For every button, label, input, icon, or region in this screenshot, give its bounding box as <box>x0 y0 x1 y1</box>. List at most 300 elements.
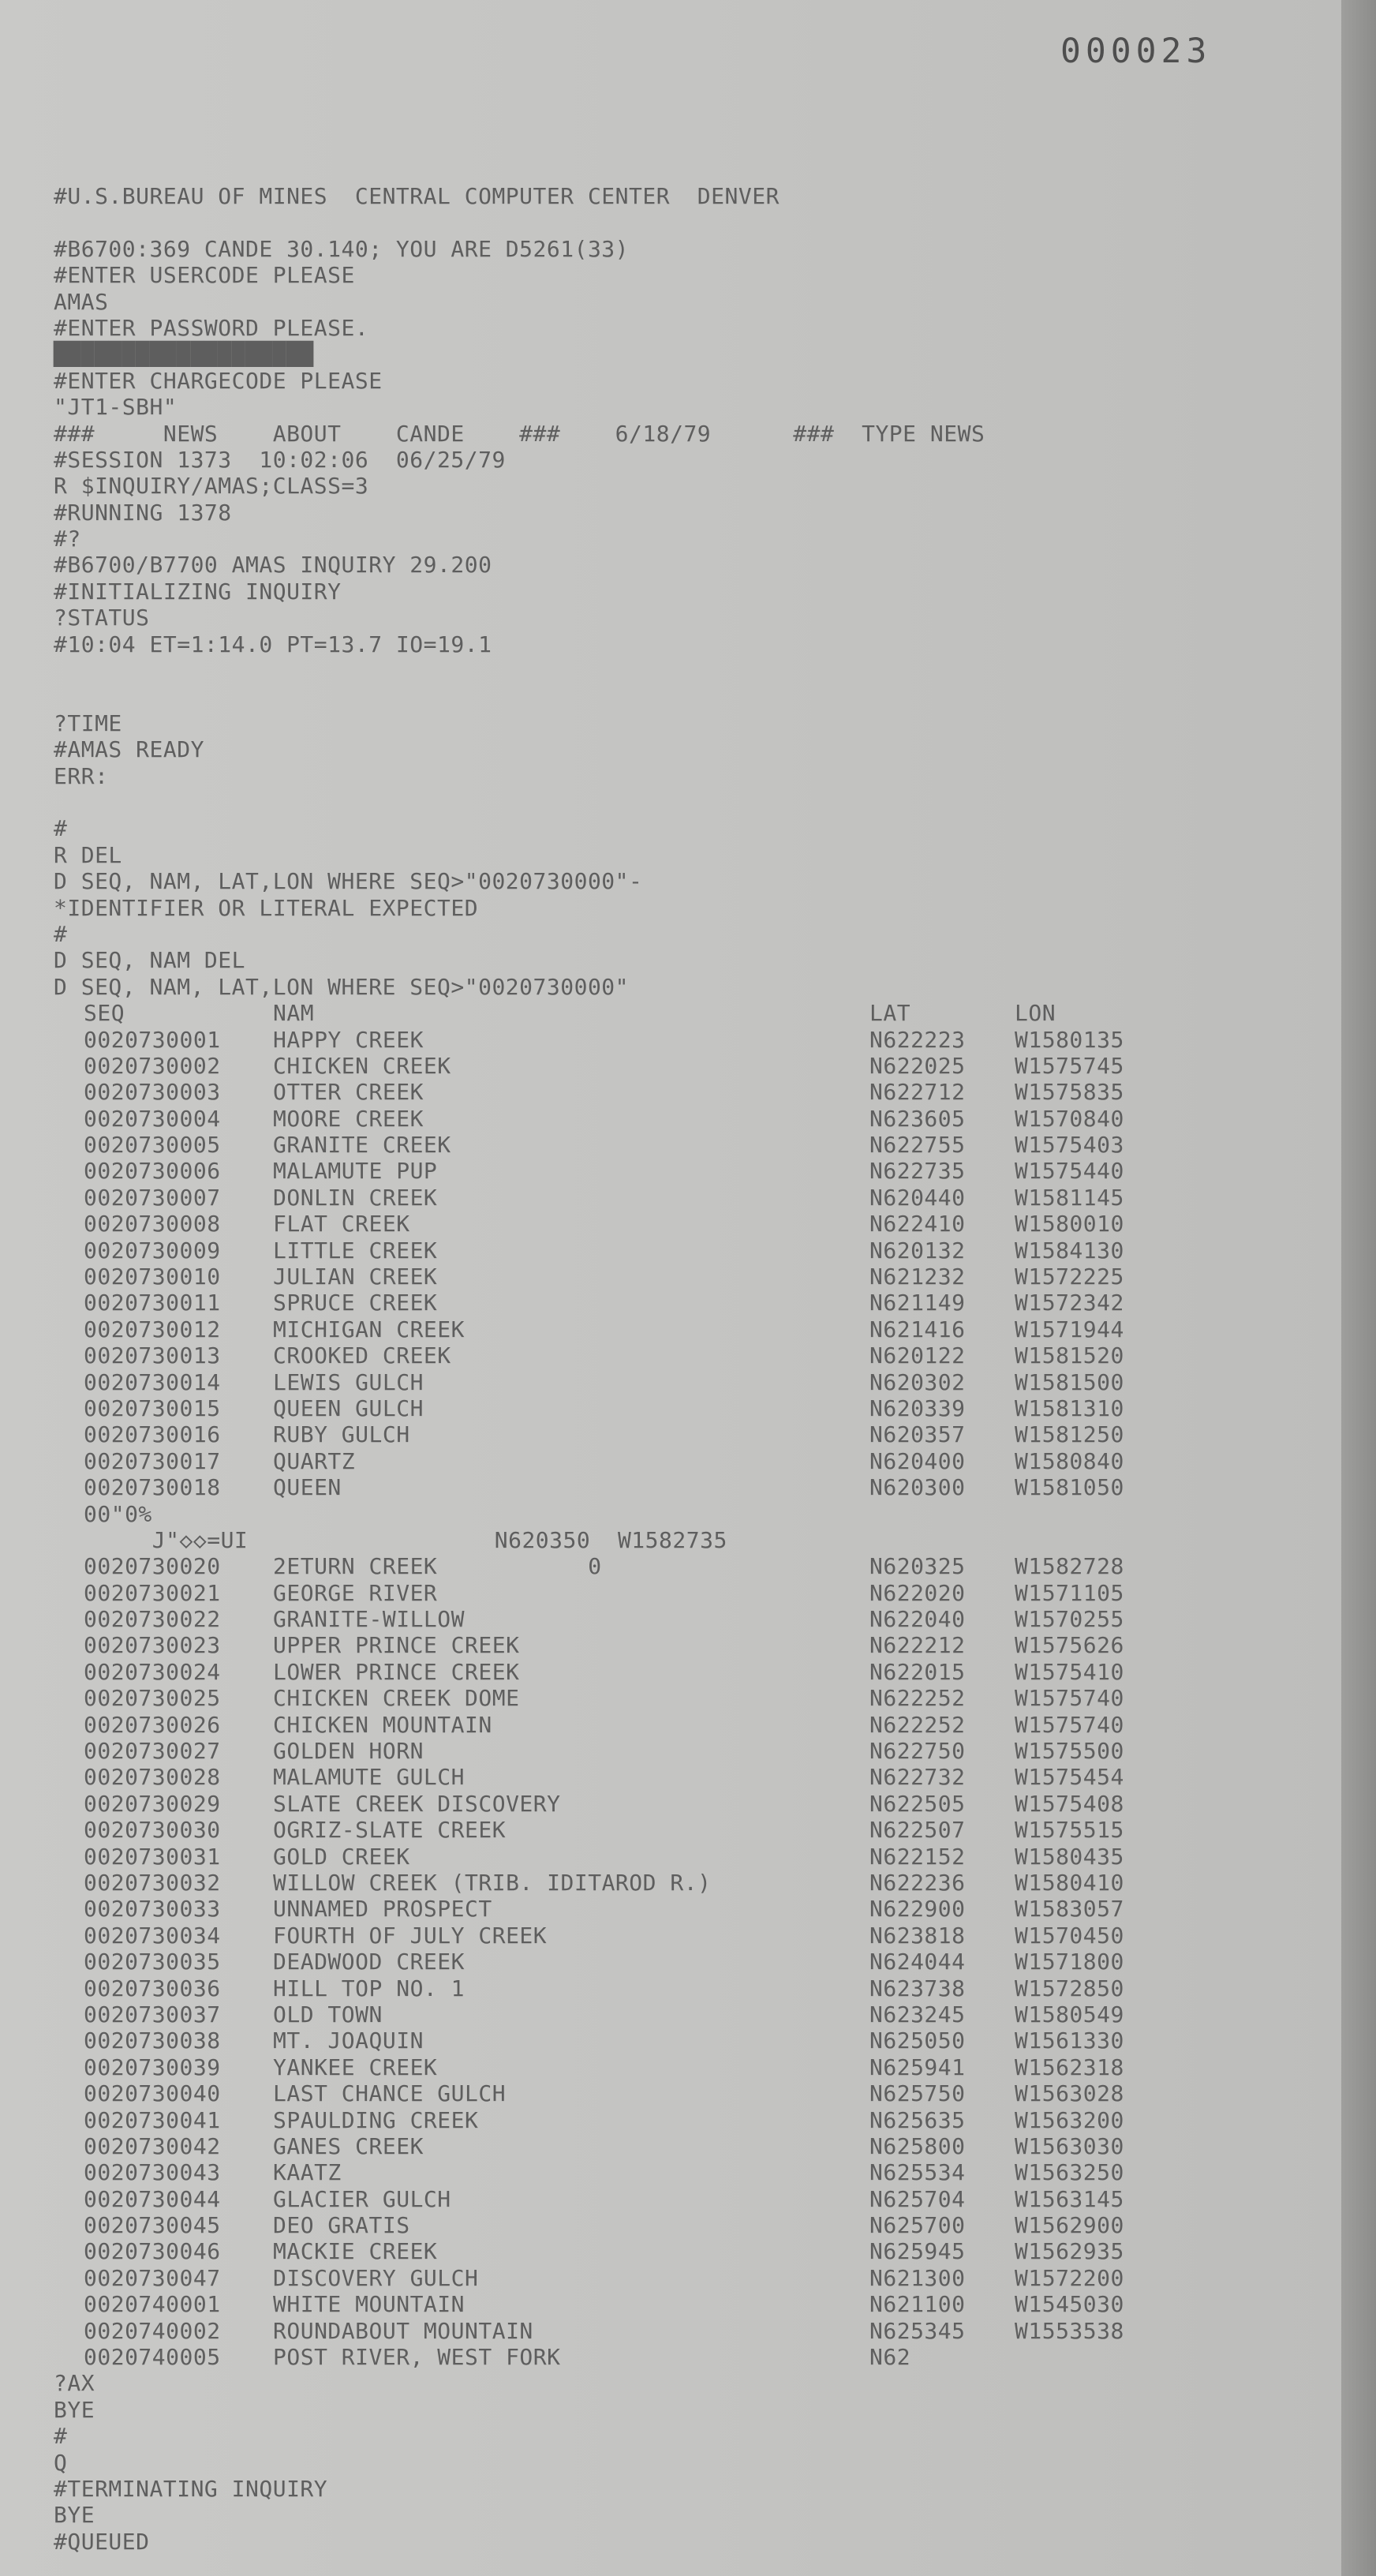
cell-lon: W1563200 <box>1015 2106 1124 2133</box>
cell-seq: 0020730040 <box>84 2080 221 2107</box>
cell-nam: OTTER CREEK <box>273 1079 424 1106</box>
cell-lat: N625050 <box>869 2027 966 2054</box>
cell-lat: N623245 <box>869 2001 966 2027</box>
table-row <box>54 1211 1284 1237</box>
cell-seq: 0020730036 <box>84 1975 221 2001</box>
cell-nam: MT. JOAQUIN <box>273 2027 424 2054</box>
table-row <box>54 1632 1284 1658</box>
cell-lat: N622750 <box>869 1738 966 1765</box>
cell-lat: N622755 <box>869 1132 966 1159</box>
cell-lon: W1575454 <box>1015 1764 1124 1791</box>
cell-seq: 0020730014 <box>84 1368 221 1395</box>
closing-block <box>54 2370 1284 2555</box>
cell-nam: KAATZ <box>273 2159 342 2186</box>
cell-lat: N622712 <box>869 1079 966 1106</box>
cell-nam: UNNAMED PROSPECT <box>273 1896 492 1923</box>
cell-lon: W1575745 <box>1015 1052 1124 1079</box>
cell-lat: N622410 <box>869 1211 966 1237</box>
cell-nam: LITTLE CREEK <box>273 1237 438 1264</box>
cell-nam: GOLDEN HORN <box>273 1738 424 1765</box>
cell-seq: 0020730004 <box>84 1105 221 1132</box>
cell-lon: W1575410 <box>1015 1658 1124 1685</box>
cell-lat: N621300 <box>869 2264 966 2291</box>
cell-seq: 0020730032 <box>84 1870 221 1896</box>
cell-seq: 0020730010 <box>84 1264 221 1290</box>
spacer <box>54 683 1284 710</box>
table-row <box>54 2318 1284 2344</box>
cell-lon: W1575835 <box>1015 1079 1124 1106</box>
cell-nam: GRANITE-WILLOW <box>273 1606 466 1633</box>
cell-lat: N622040 <box>869 1606 966 1633</box>
cell-nam: YANKEE CREEK <box>273 2054 438 2080</box>
cell-nam: SPRUCE CREEK <box>273 1290 438 1316</box>
cell-lat: N622252 <box>869 1711 966 1738</box>
cell-seq: 0020730007 <box>84 1184 221 1211</box>
cell-lat: N622732 <box>869 1764 966 1791</box>
session-line: #ENTER PASSWORD PLEASE. <box>54 314 369 341</box>
closing-line: BYE <box>54 2396 95 2423</box>
cell-lat: N624044 <box>869 1949 966 1975</box>
cell-lat: N625941 <box>869 2054 966 2080</box>
table-row <box>54 1738 1284 1764</box>
cell-nam: MICHIGAN CREEK <box>273 1316 466 1342</box>
table-row <box>54 1685 1284 1711</box>
cell-nam: CHICKEN MOUNTAIN <box>273 1711 492 1738</box>
closing-line: Q <box>54 2449 68 2476</box>
table-row <box>54 1079 1284 1105</box>
cell-lat: N622020 <box>869 1579 966 1606</box>
cell-nam: HILL TOP NO. 1 <box>273 1975 466 2001</box>
session-line: #RUNNING 1378 <box>54 499 232 526</box>
table-row <box>54 2212 1284 2238</box>
terminal-log <box>54 183 1284 2555</box>
session-line: #? <box>54 526 81 552</box>
cell-lon: W1563030 <box>1015 2132 1124 2159</box>
cell-lat: N622025 <box>869 1052 966 1079</box>
table-row <box>54 1448 1284 1474</box>
cell-lon: W1571800 <box>1015 1949 1124 1975</box>
query-line: R DEL <box>54 841 122 868</box>
cell-nam: FLAT CREEK <box>273 1211 410 1237</box>
session-line: AMAS <box>54 288 109 315</box>
cell-lon: W1581310 <box>1015 1395 1124 1421</box>
cell-seq: 0020730012 <box>84 1316 221 1342</box>
cell-nam: QUEEN <box>273 1474 342 1501</box>
session-line: "JT1-SBH" <box>54 394 178 421</box>
cell-lat: N62 <box>869 2344 911 2371</box>
cell-lat: N622505 <box>869 1790 966 1817</box>
cell-lon: W1572200 <box>1015 2264 1124 2291</box>
cell-nam: LAST CHANCE GULCH <box>273 2080 507 2107</box>
cell-nam: GOLD CREEK <box>273 1843 410 1870</box>
cell-lon: W1575408 <box>1015 1790 1124 1817</box>
cell-lon: W1572850 <box>1015 1975 1124 2001</box>
closing-line: BYE <box>54 2502 95 2529</box>
cell-nam: WHITE MOUNTAIN <box>273 2291 466 2318</box>
cell-seq: 0020730022 <box>84 1606 221 1633</box>
query-line: D SEQ, NAM, LAT,LON WHERE SEQ>"0020730000" <box>54 973 630 1000</box>
session-line: #10:04 ET=1:14.0 PT=13.7 IO=19.1 <box>54 631 492 657</box>
cell-nam: DISCOVERY GULCH <box>273 2264 479 2291</box>
cell-nam: POST RIVER, WEST FORK <box>273 2344 561 2371</box>
table-row <box>54 1027 1284 1053</box>
session-line: #B6700:369 CANDE 30.140; YOU ARE D5261(33) <box>54 235 630 262</box>
cell-nam: MOORE CREEK <box>273 1105 424 1132</box>
cell-lon: W1581250 <box>1015 1421 1124 1448</box>
cell-lon: W1563250 <box>1015 2159 1124 2186</box>
table-row <box>54 1106 1284 1132</box>
cell-seq: 0020730003 <box>84 1079 221 1106</box>
table-row <box>54 2001 1284 2027</box>
table-header-row <box>54 1000 1284 1026</box>
header-seq: SEQ <box>84 1000 125 1027</box>
query-line: # <box>54 920 68 947</box>
cell-lon: W1581145 <box>1015 1184 1124 1211</box>
cell-seq: 0020730030 <box>84 1817 221 1844</box>
cell-lat: N623818 <box>869 1922 966 1949</box>
cell-nam: CHICKEN CREEK <box>273 1052 451 1079</box>
session-line: ### NEWS ABOUT CANDE ### 6/18/79 ### TYPE NEWS <box>54 420 985 447</box>
table-row <box>54 2133 1284 2159</box>
cell-seq: 0020730008 <box>84 1211 221 1237</box>
cell-lon: W1572225 <box>1015 1264 1124 1290</box>
cell-lat: N625704 <box>869 2185 966 2212</box>
cell-lon: W1570840 <box>1015 1105 1124 1132</box>
cell-lat: N621232 <box>869 1264 966 1290</box>
cell-lat: N620400 <box>869 1447 966 1474</box>
query-line: # <box>54 815 68 842</box>
table-row <box>54 2265 1284 2291</box>
closing-line: #TERMINATING INQUIRY <box>54 2475 328 2502</box>
cell-nam: ROUNDABOUT MOUNTAIN <box>273 2317 533 2344</box>
cell-seq: 0020730044 <box>84 2185 221 2212</box>
cell-lon: W1581520 <box>1015 1342 1124 1369</box>
cell-lon: W1572342 <box>1015 1290 1124 1316</box>
cell-lon: W1571105 <box>1015 1579 1124 1606</box>
cell-nam: DONLIN CREEK <box>273 1184 438 1211</box>
page-number: 000023 <box>1060 32 1212 71</box>
query-block <box>54 815 1284 1000</box>
cell-nam: GLACIER GULCH <box>273 2185 451 2212</box>
table-row <box>54 1553 1284 1579</box>
cell-seq: 0020730029 <box>84 1790 221 1817</box>
cell-lat: N622223 <box>869 1026 966 1053</box>
cell-seq: 0020730035 <box>84 1949 221 1975</box>
closing-line: ?AX <box>54 2370 95 2397</box>
cell-lat: N625345 <box>869 2317 966 2344</box>
cell-seq: 0020730024 <box>84 1658 221 1685</box>
spacer <box>54 209 1284 235</box>
header-lat: LAT <box>869 1000 911 1027</box>
cell-seq: 0020730045 <box>84 2212 221 2239</box>
cell-lat: N620132 <box>869 1237 966 1264</box>
cell-lat: N621100 <box>869 2291 966 2318</box>
cell-seq: 0020730021 <box>84 1579 221 1606</box>
cell-lat: N625945 <box>869 2238 966 2265</box>
cell-seq: 0020730042 <box>84 2132 221 2159</box>
cell-lat: N620302 <box>869 1368 966 1395</box>
table-row <box>54 1791 1284 1817</box>
cell-lat: N620325 <box>869 1553 966 1580</box>
cell-seq: 0020730016 <box>84 1421 221 1448</box>
ready-block <box>54 710 1284 789</box>
table-row <box>54 1395 1284 1421</box>
cell-seq: 0020730047 <box>84 2264 221 2291</box>
cell-lat: N625700 <box>869 2212 966 2239</box>
table-row <box>54 1923 1284 1949</box>
closing-line: #QUEUED <box>54 2528 150 2555</box>
session-line: #SESSION 1373 10:02:06 06/25/79 <box>54 446 506 473</box>
cell-lon: W1582728 <box>1015 1553 1124 1580</box>
cell-lat: N620300 <box>869 1474 966 1501</box>
session-line: #INITIALIZING INQUIRY <box>54 578 342 605</box>
table-row <box>54 1474 1284 1500</box>
cell-lon: W1570450 <box>1015 1922 1124 1949</box>
table-row <box>54 1132 1284 1158</box>
spacer <box>54 657 1284 683</box>
cell-nam: QUEEN GULCH <box>273 1395 424 1421</box>
cell-lon: W1580410 <box>1015 1870 1124 1896</box>
spacer <box>54 789 1284 815</box>
cell-lon: W1575440 <box>1015 1158 1124 1185</box>
cell-lat: N625750 <box>869 2080 966 2107</box>
cell-lon: W1575403 <box>1015 1132 1124 1159</box>
cell-lat: N622015 <box>869 1658 966 1685</box>
cell-nam: QUARTZ <box>273 1447 356 1474</box>
cell-lat: N625800 <box>869 2132 966 2159</box>
results-table <box>54 1000 1284 2370</box>
cell-lat: N620440 <box>869 1184 966 1211</box>
cell-nam: LEWIS GULCH <box>273 1368 424 1395</box>
cell-seq: 0020740001 <box>84 2291 221 2318</box>
garbled-line: 00"0% <box>84 1500 152 1527</box>
session-line: #ENTER CHARGECODE PLEASE <box>54 367 383 394</box>
cell-lat: N622212 <box>869 1632 966 1659</box>
cell-seq: 0020730011 <box>84 1290 221 1316</box>
cell-seq: 0020730006 <box>84 1158 221 1185</box>
table-row <box>54 2027 1284 2054</box>
table-row <box>54 1185 1284 1211</box>
query-line: D SEQ, NAM DEL <box>54 947 246 974</box>
cell-lat: N620357 <box>869 1421 966 1448</box>
cell-nam: SLATE CREEK DISCOVERY <box>273 1790 561 1817</box>
cell-seq: 0020730033 <box>84 1896 221 1923</box>
cell-lat: N622152 <box>869 1843 966 1870</box>
cell-nam: UPPER PRINCE CREEK <box>273 1632 520 1659</box>
table-row <box>54 1342 1284 1368</box>
ready-line: #AMAS READY <box>54 736 204 763</box>
cell-nam: DEADWOOD CREEK <box>273 1949 466 1975</box>
cell-seq: 0020730043 <box>84 2159 221 2186</box>
session-line: ███████████████████ <box>54 341 314 368</box>
cell-seq: 0020730017 <box>84 1447 221 1474</box>
cell-seq: 0020730005 <box>84 1132 221 1159</box>
cell-seq: 0020730023 <box>84 1632 221 1659</box>
session-line: ?STATUS <box>54 605 150 631</box>
cell-lat: N625635 <box>869 2106 966 2133</box>
cell-lat: N622900 <box>869 1896 966 1923</box>
ready-line: ERR: <box>54 762 109 789</box>
table-row <box>54 1264 1284 1290</box>
table-row <box>54 1237 1284 1264</box>
table-row <box>54 1369 1284 1395</box>
table-row <box>54 1975 1284 2001</box>
table-row <box>54 1606 1284 1632</box>
ready-line: ?TIME <box>54 710 122 736</box>
cell-nam: OGRIZ-SLATE CREEK <box>273 1817 507 1844</box>
table-row <box>54 1659 1284 1685</box>
table-row <box>54 1316 1284 1342</box>
table-row <box>54 1158 1284 1184</box>
cell-lon: W1575626 <box>1015 1632 1124 1659</box>
cell-lon: W1581050 <box>1015 1474 1124 1501</box>
garbled-line: J"◇◇=UI N620350 W1582735 <box>84 1526 727 1553</box>
cell-lon: W1584130 <box>1015 1237 1124 1264</box>
cell-seq: 0020730034 <box>84 1922 221 1949</box>
cell-lon: W1570255 <box>1015 1606 1124 1633</box>
table-row <box>54 1817 1284 1843</box>
cell-seq: 0020730041 <box>84 2106 221 2133</box>
cell-seq: 0020730025 <box>84 1685 221 1712</box>
table-row <box>54 1421 1284 1447</box>
cell-seq: 0020730037 <box>84 2001 221 2027</box>
cell-nam: MALAMUTE GULCH <box>273 1764 466 1791</box>
table-row <box>54 2080 1284 2106</box>
cell-nam: WILLOW CREEK (TRIB. IDITAROD R.) <box>273 1870 712 1896</box>
cell-lat: N621416 <box>869 1316 966 1342</box>
cell-lon: W1545030 <box>1015 2291 1124 2318</box>
cell-lat: N623605 <box>869 1105 966 1132</box>
cell-seq: 0020730038 <box>84 2027 221 2054</box>
cell-lat: N622252 <box>869 1685 966 1712</box>
cell-lon: W1581500 <box>1015 1368 1124 1395</box>
cell-seq: 0020730013 <box>84 1342 221 1369</box>
cell-seq: 0020730026 <box>84 1711 221 1738</box>
table-row <box>54 1053 1284 1079</box>
table-row <box>54 1949 1284 1975</box>
cell-nam: HAPPY CREEK <box>273 1026 424 1053</box>
session-line: #B6700/B7700 AMAS INQUIRY 29.200 <box>54 552 492 578</box>
cell-nam: DEO GRATIS <box>273 2212 410 2239</box>
cell-seq: 0020730015 <box>84 1395 221 1421</box>
cell-seq: 0020740002 <box>84 2317 221 2344</box>
table-row <box>54 1844 1284 1870</box>
cell-lon: W1553538 <box>1015 2317 1124 2344</box>
table-row <box>54 1764 1284 1790</box>
table-row <box>54 2054 1284 2080</box>
cell-seq: 0020730002 <box>84 1052 221 1079</box>
cell-lon: W1575740 <box>1015 1685 1124 1712</box>
table-rows-b <box>54 1553 1284 2370</box>
cell-lon: W1561330 <box>1015 2027 1124 2054</box>
cell-lon: W1580010 <box>1015 1211 1124 1237</box>
closing-line: # <box>54 2423 68 2450</box>
cell-lon <box>1015 2344 1172 2370</box>
cell-lat: N622236 <box>869 1870 966 1896</box>
cell-nam: JULIAN CREEK <box>273 1264 438 1290</box>
session-line: R $INQUIRY/AMAS;CLASS=3 <box>54 473 369 500</box>
header-line: #U.S.BUREAU OF MINES CENTRAL COMPUTER CENTER DENVER <box>54 183 780 209</box>
cell-seq: 0020730028 <box>84 1764 221 1791</box>
cell-lat: N622735 <box>869 1158 966 1185</box>
cell-lon: W1563028 <box>1015 2080 1124 2107</box>
cell-lon: W1575500 <box>1015 1738 1124 1765</box>
cell-nam: GEORGE RIVER <box>273 1579 438 1606</box>
cell-seq: 0020730039 <box>84 2054 221 2080</box>
cell-seq: 0020740005 <box>84 2344 221 2371</box>
header-lon: LON <box>1015 1000 1056 1027</box>
cell-nam: MALAMUTE PUP <box>273 1158 438 1185</box>
session-line: #ENTER USERCODE PLEASE <box>54 262 355 289</box>
table-row <box>54 1870 1284 1896</box>
query-line: *IDENTIFIER OR LITERAL EXPECTED <box>54 894 479 921</box>
table-row <box>54 1580 1284 1606</box>
cell-seq: 0020730009 <box>84 1237 221 1264</box>
cell-seq: 0020730020 <box>84 1553 221 1580</box>
table-rows-a <box>54 1027 1284 1501</box>
cell-seq: 0020730001 <box>84 1026 221 1053</box>
cell-nam: CHICKEN CREEK DOME <box>273 1685 520 1712</box>
cell-lat: N625534 <box>869 2159 966 2186</box>
query-line: D SEQ, NAM, LAT,LON WHERE SEQ>"0020730000"- <box>54 868 643 895</box>
table-row <box>54 1290 1284 1316</box>
cell-lon: W1562318 <box>1015 2054 1124 2080</box>
cell-lon: W1575515 <box>1015 1817 1124 1844</box>
cell-seq: 0020730046 <box>84 2238 221 2265</box>
table-row <box>54 2344 1284 2370</box>
cell-nam: OLD TOWN <box>273 2001 383 2027</box>
session-block <box>54 236 1284 657</box>
table-row <box>54 2186 1284 2212</box>
cell-nam: MACKIE CREEK <box>273 2238 438 2265</box>
cell-nam: LOWER PRINCE CREEK <box>273 1658 520 1685</box>
cell-nam: 2ETURN CREEK 0 <box>273 1553 602 1580</box>
cell-seq: 0020730031 <box>84 1843 221 1870</box>
cell-seq: 0020730018 <box>84 1474 221 1501</box>
table-row <box>54 2238 1284 2264</box>
table-row <box>54 1896 1284 1922</box>
cell-lat: N620122 <box>869 1342 966 1369</box>
cell-lon: W1563145 <box>1015 2185 1124 2212</box>
cell-lat: N621149 <box>869 1290 966 1316</box>
cell-lon: W1575740 <box>1015 1711 1124 1738</box>
cell-lon: W1580135 <box>1015 1026 1124 1053</box>
cell-lon: W1562900 <box>1015 2212 1124 2239</box>
cell-lon: W1580549 <box>1015 2001 1124 2027</box>
cell-lon: W1580840 <box>1015 1447 1124 1474</box>
table-row <box>54 1712 1284 1738</box>
cell-lat: N623738 <box>869 1975 966 2001</box>
cell-lat: N620339 <box>869 1395 966 1421</box>
paper-edge <box>1341 0 1376 2576</box>
header-block <box>54 183 1284 209</box>
cell-lon: W1571944 <box>1015 1316 1124 1342</box>
table-row <box>54 2107 1284 2133</box>
cell-nam: CROOKED CREEK <box>273 1342 451 1369</box>
cell-nam: RUBY GULCH <box>273 1421 410 1448</box>
cell-lat: N622507 <box>869 1817 966 1844</box>
table-row <box>54 2159 1284 2185</box>
cell-nam: FOURTH OF JULY CREEK <box>273 1922 548 1949</box>
cell-seq: 0020730027 <box>84 1738 221 1765</box>
cell-lon: W1580435 <box>1015 1843 1124 1870</box>
table-row <box>54 2291 1284 2317</box>
cell-lon: W1562935 <box>1015 2238 1124 2265</box>
cell-nam: GRANITE CREEK <box>273 1132 451 1159</box>
cell-nam: GANES CREEK <box>273 2132 424 2159</box>
header-nam: NAM <box>273 1000 315 1027</box>
cell-lon: W1583057 <box>1015 1896 1124 1923</box>
